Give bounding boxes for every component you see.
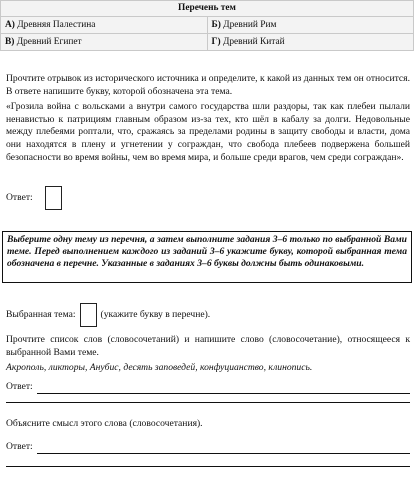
topics-table [0,0,414,51]
chosen-topic-row [6,303,210,327]
chosen-topic-hint: (укажите букву в перечне). [100,308,211,320]
answer-label: Ответ: [6,441,33,453]
topic-v [1,34,208,51]
task4-instruction: Объясните смысл этого слова (словосочетания). [6,418,203,429]
topic-letter: Б) [211,19,221,30]
answer-line-extra[interactable] [6,402,410,403]
topic-text: Древняя Палестина [14,19,96,30]
topic-letter: А) [5,19,15,30]
chosen-topic-box[interactable] [80,303,97,327]
answer-line[interactable] [37,444,410,454]
topics-table-header: Перечень тем [1,1,414,17]
answer-box[interactable] [45,186,62,210]
task3-instruction: Прочтите список слов (словосочетаний) и напишите слово (словосочетание), относящееся к выбранной Вами теме. [6,334,410,358]
task1-instruction: Прочтите отрывок из исторического источника и определите, к какой из данных тем он относится. В ответе напишите букву, которой обозначена эта тема. [6,73,410,97]
topic-letter: В) [5,36,15,47]
topic-text: Древний Египет [14,36,82,47]
answer-label: Ответ: [6,191,33,203]
word-list: Акрополь, ликторы, Анубис, десять заповедей, конфуцианство, клинопись. [6,362,313,373]
answer-line[interactable] [37,384,410,394]
topic-letter: Г) [211,36,221,47]
answer-line-extra[interactable] [6,466,410,467]
topic-a [1,17,208,34]
topic-b [207,17,414,34]
task3-answer-row [6,381,410,394]
topic-text: Древний Рим [220,19,277,30]
topic-text: Древний Китай [220,36,285,47]
topic-g [207,34,414,51]
answer-label: Ответ: [6,381,33,393]
task4-answer-row [6,441,410,454]
task1-answer-row [6,186,62,210]
source-excerpt: «Грозила война с вольсками а внутри самого государства шли раздоры, так как плебеи пылали ненавистью к патрициям главным образом из-за тех, кто шёл в кабалу за долги. Недовольные между плебеями роптали, что, сражаясь за пределами родины в защиту свободы и власти, дома они находятся в плену и угнетении у сограждан, что свобода плебеев подвержена большей безопасности во время войны, чем во время мира, и больше среди врагов, чем среди сограждан». [6,101,410,163]
topic-choice-notice: Выберите одну тему из перечня, а затем выполните задания 3–6 только по выбранной Вами теме. Перед выполнением каждого из заданий 3–6 укажите букву, которой выбранная тема обозначена в перечне. Указанные в заданиях 3–6 буквы должны быть одинаковыми. [2,231,412,283]
chosen-topic-label: Выбранная тема: [6,308,76,320]
